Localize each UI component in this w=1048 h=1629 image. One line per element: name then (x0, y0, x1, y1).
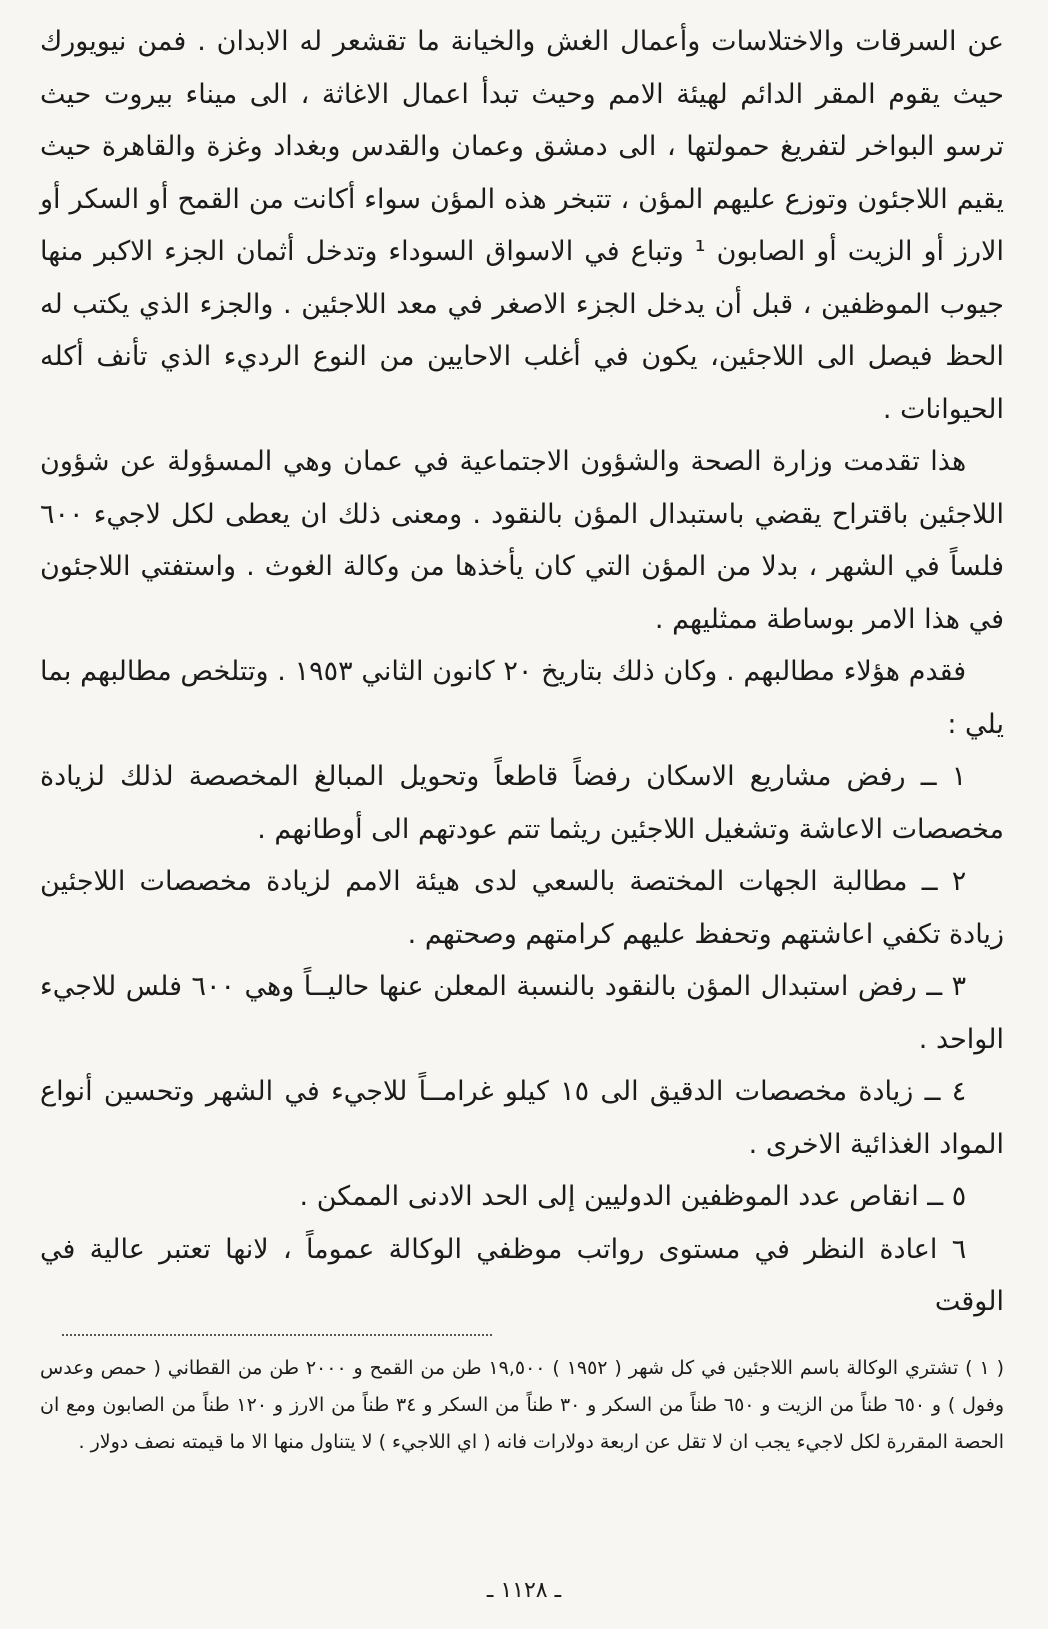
list-item: ٣ ــ رفض استبدال المؤن بالنقود بالنسبة المعلن عنها حاليــاً وهي ٦٠٠ فلس للاجيء الواحد . (40, 971, 1004, 1055)
list-item: ٢ ــ مطالبة الجهات المختصة بالسعي لدى هيئة الامم لزيادة مخصصات اللاجئين زيادة تكفي اعاشتهم وتحفظ عليهم كرامتهم وصحتهم . (40, 866, 1004, 950)
list-item: ١ ــ رفض مشاريع الاسكان رفضاً قاطعاً وتحويل المبالغ المخصصة لذلك لزيادة مخصصات الاعاشة وتشغيل اللاجئين ريثما تتم عودتهم الى أوطانهم . (40, 761, 1004, 845)
list-item: ٥ ــ انقاص عدد الموظفين الدوليين إلى الحد الادنى الممكن . (299, 1181, 967, 1212)
footnotes (40, 1350, 1004, 1461)
list-item: ٦ اعادة النظر في مستوى رواتب موظفي الوكالة عموماً ، لانها تعتبر عالية في الوقت (40, 1233, 1004, 1317)
footnote-divider (62, 1334, 492, 1336)
paragraph: عن السرقات والاختلاسات وأعمال الغش والخيانة ما تقشعر له الابدان . فمن نيويورك حيث يقوم المقر الدائم لهيئة الامم وحيث تبدأ اعمال الاغاثة ، الى ميناء بيروت حيث ترسو البواخر لتفريغ حمولتها ، الى دمشق وعمان والقدس وبغداد وغزة والقاهرة حيث يقيم اللاجئون وتوزع عليهم المؤن ، تتبخر هذه المؤن سواء أكانت من القمح أو السكر أو الارز أو الزيت أو الصابون ¹ وتباع في الاسواق السوداء وتدخل أثمان الجزء الاكبر منها جيوب الموظفين ، قبل أن يدخل الجزء الاصغر في معد اللاجئين . والجزء الذي يكتب له الحظ فيصل الى اللاجئين، يكون في أغلب الاحايين من النوع الرديء الذي تأنف أكله الحيوانات . (40, 26, 1004, 425)
paragraph: هذا تقدمت وزارة الصحة والشؤون الاجتماعية في عمان وهي المسؤولة عن شؤون اللاجئين باقتراح يقضي باستبدال المؤن بالنقود . ومعنى ذلك ان يعطى لكل لاجيء ٦٠٠ فلساً في الشهر ، بدلا من المؤن التي كان يأخذها من وكالة الغوث . واستفتي اللاجئون في هذا الامر بوساطة ممثليهم . (40, 446, 1004, 635)
body-text (40, 16, 1004, 1329)
paragraph: فقدم هؤلاء مطالبهم . وكان ذلك بتاريخ ٢٠ كانون الثاني ١٩٥٣ . وتتلخص مطالبهم بما يلي : (40, 656, 1004, 740)
list-item: ٤ ــ زيادة مخصصات الدقيق الى ١٥ كيلو غرامــاً للاجيء في الشهر وتحسين أنواع المواد الغذائية الاخرى . (40, 1076, 1004, 1160)
page-number: ـ ١١٢٨ ـ (486, 1578, 562, 1603)
footnote: ( ١ ) تشتري الوكالة باسم اللاجئين في كل شهر ( ١٩٥٢ ) ١٩,٥٠٠ طن من القمح و ٢٠٠٠ طن من القطاني ( حمص وعدس وفول ) و ٦٥٠ طناً من الزيت و ٦٥٠ طناً من السكر و ٣٠ طناً من السكر و ٣٤ طناً من الارز و ١٢٠ طناً من الصابون ومع ان الحصة المقررة لكل لاجيء يجب ان لا تقل عن اربعة دولارات فانه ( اي اللاجيء ) لا يتناول منها الا ما قيمته نصف دولار . (40, 1357, 1004, 1453)
